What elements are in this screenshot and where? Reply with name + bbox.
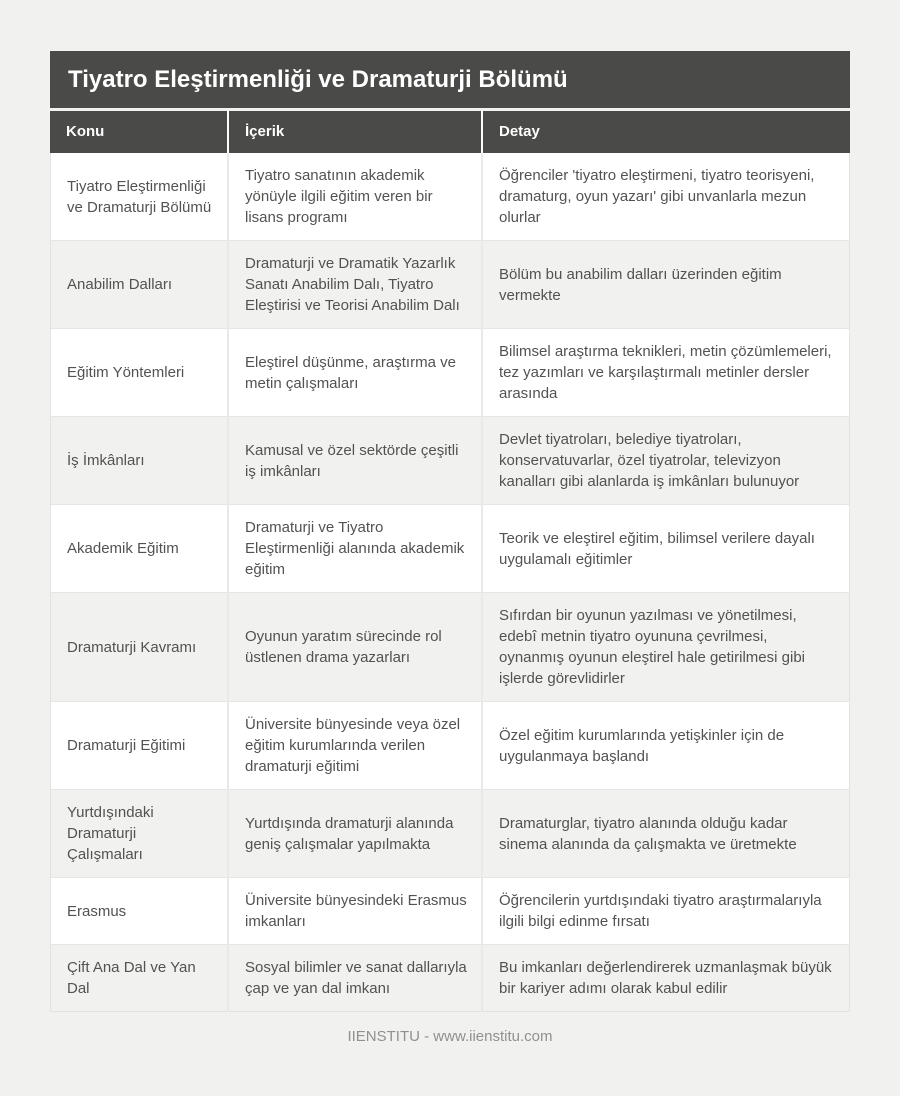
cell-icerik: Kamusal ve özel sektörde çeşitli iş imkânları [227,416,481,504]
cell-icerik: Tiyatro sanatının akademik yönüyle ilgili eğitim veren bir lisans programı [227,153,481,240]
cell-icerik: Dramaturji ve Dramatik Yazarlık Sanatı Anabilim Dalı, Tiyatro Eleştirisi ve Teorisi Anabilim Dalı [227,240,481,328]
cell-konu: Yurtdışındaki Dramaturji Çalışmaları [50,789,227,877]
table-row [50,944,850,1012]
cell-icerik: Oyunun yaratım sürecinde rol üstlenen drama yazarları [227,592,481,701]
cell-icerik: Yurtdışında dramaturji alanında geniş çalışmalar yapılmakta [227,789,481,877]
table-row [50,789,850,877]
cell-konu: Eğitim Yöntemleri [50,328,227,416]
cell-konu: İş İmkânları [50,416,227,504]
table-row [50,240,850,328]
cell-detay: Öğrenciler 'tiyatro eleştirmeni, tiyatro teorisyeni, dramaturg, oyun yazarı' gibi unvanlarla mezun olurlar [481,153,850,240]
cell-detay: Devlet tiyatroları, belediye tiyatroları, konservatuvarlar, özel tiyatrolar, televizyon kanalları gibi alanlarda iş imkânları bulunuyor [481,416,850,504]
cell-icerik: Dramaturji ve Tiyatro Eleştirmenliği alanında akademik eğitim [227,504,481,592]
footer-credit: IIENSTITU - www.iienstitu.com [347,1028,553,1045]
cell-detay: Dramaturglar, tiyatro alanında olduğu kadar sinema alanında da çalışmakta ve üretmekte [481,789,850,877]
column-header-konu: Konu [50,111,227,153]
cell-icerik: Üniversite bünyesinde veya özel eğitim kurumlarında verilen dramaturji eğitimi [227,701,481,789]
cell-konu: Erasmus [50,877,227,944]
cell-icerik: Üniversite bünyesindeki Erasmus imkanları [227,877,481,944]
table-row [50,504,850,592]
cell-icerik: Sosyal bilimler ve sanat dallarıyla çap ve yan dal imkanı [227,944,481,1012]
cell-detay: Bu imkanları değerlendirerek uzmanlaşmak büyük bir kariyer adımı olarak kabul edilir [481,944,850,1012]
column-header-icerik: İçerik [227,111,481,153]
cell-konu: Anabilim Dalları [50,240,227,328]
cell-icerik: Eleştirel düşünme, araştırma ve metin çalışmaları [227,328,481,416]
page-title: Tiyatro Eleştirmenliği ve Dramaturji Bölümü [50,51,850,108]
cell-konu: Dramaturji Eğitimi [50,701,227,789]
cell-detay: Bilimsel araştırma teknikleri, metin çözümlemeleri, tez yazımları ve karşılaştırmalı metinler dersler arasında [481,328,850,416]
cell-konu: Akademik Eğitim [50,504,227,592]
cell-detay: Bölüm bu anabilim dalları üzerinden eğitim vermekte [481,240,850,328]
column-header-detay: Detay [481,111,850,153]
info-card [50,51,850,1012]
cell-konu: Çift Ana Dal ve Yan Dal [50,944,227,1012]
cell-konu: Tiyatro Eleştirmenliği ve Dramaturji Bölümü [50,153,227,240]
cell-detay: Öğrencilerin yurtdışındaki tiyatro araştırmalarıyla ilgili bilgi edinme fırsatı [481,877,850,944]
table-row [50,416,850,504]
cell-detay: Sıfırdan bir oyunun yazılması ve yönetilmesi, edebî metnin tiyatro oyununa çevrilmesi, oynanmış oyunun eleştirel hale getirilmesi gibi işlerde görevlidirler [481,592,850,701]
cell-detay: Teorik ve eleştirel eğitim, bilimsel verilere dayalı uygulamalı eğitimler [481,504,850,592]
table-row [50,153,850,240]
cell-konu: Dramaturji Kavramı [50,592,227,701]
table-row [50,701,850,789]
table-row [50,328,850,416]
cell-detay: Özel eğitim kurumlarında yetişkinler için de uygulanmaya başlandı [481,701,850,789]
info-table [50,111,850,1012]
table-header-row [50,111,850,153]
table-row [50,877,850,944]
table-row [50,592,850,701]
